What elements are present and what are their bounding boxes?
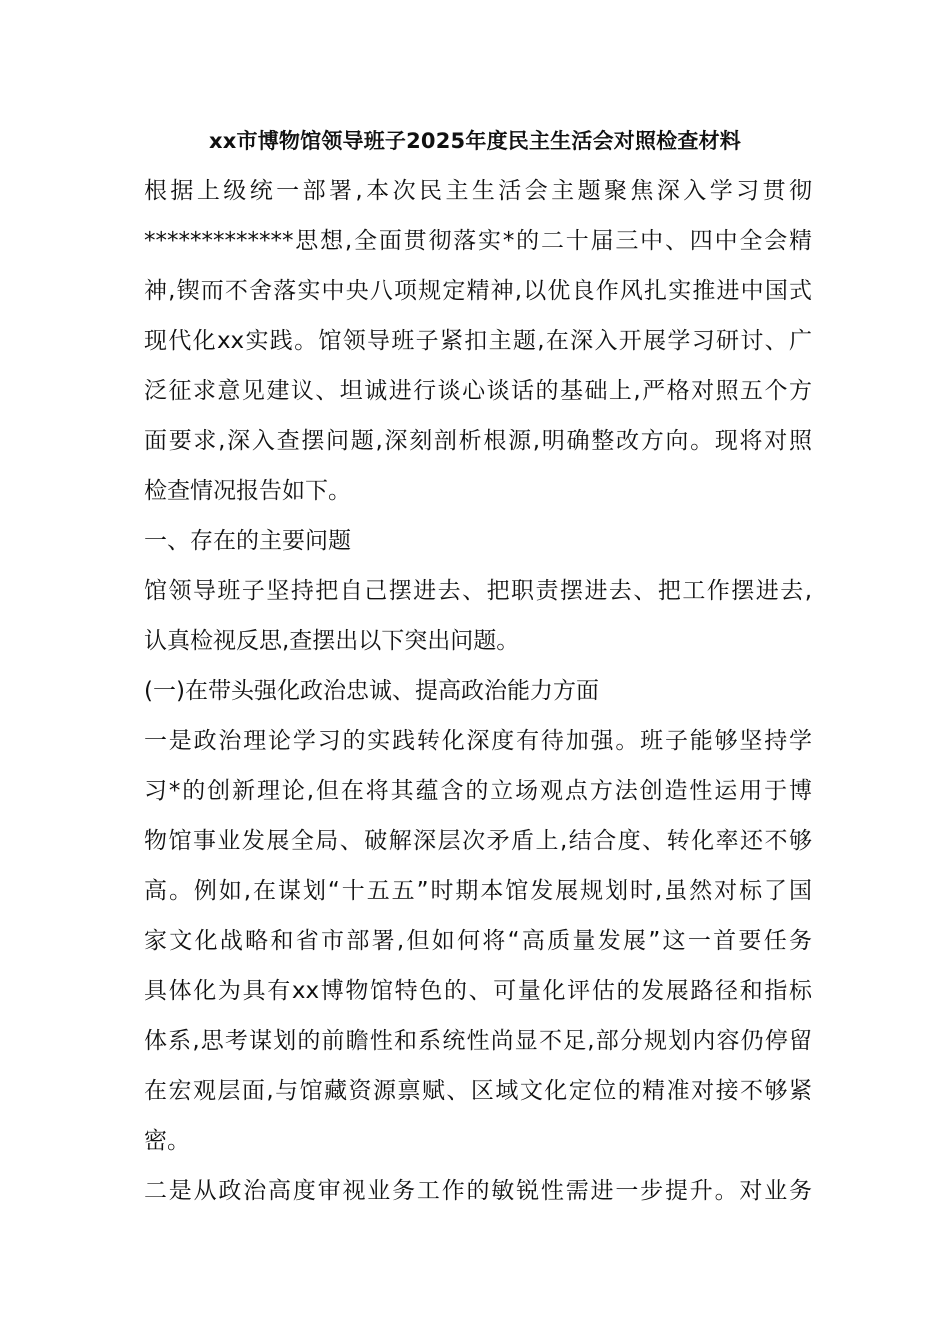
paragraph-line: 神,锲而不舍落实中央八项规定精神,以优良作风扎实推进中国式 <box>144 278 812 304</box>
paragraph-line: 在宏观层面,与馆藏资源禀赋、区域文化定位的精准对接不够紧 <box>144 1078 812 1104</box>
section-heading: 一、存在的主要问题 <box>144 528 351 554</box>
paragraph-line: 密。 <box>144 1128 190 1154</box>
paragraph-line: 具体化为具有xx博物馆特色的、可量化评估的发展路径和指标 <box>144 978 812 1004</box>
paragraph-line: 一是政治理论学习的实践转化深度有待加强。班子能够坚持学 <box>144 728 812 754</box>
subsection-heading: (一)在带头强化政治忠诚、提高政治能力方面 <box>144 678 599 704</box>
paragraph-line: 泛征求意见建议、坦诚进行谈心谈话的基础上,严格对照五个方 <box>144 378 812 404</box>
document-title: xx市博物馆领导班子2025年度民主生活会对照检查材料 <box>209 129 741 153</box>
paragraph-line: 现代化xx实践。馆领导班子紧扣主题,在深入开展学习研讨、广 <box>144 328 812 354</box>
paragraph-line: 家文化战略和省市部署,但如何将“高质量发展”这一首要任务 <box>144 928 812 954</box>
paragraph-line: 检查情况报告如下。 <box>144 478 351 504</box>
paragraph-line: 二是从政治高度审视业务工作的敏锐性需进一步提升。对业务 <box>144 1178 812 1204</box>
paragraph-line: 认真检视反思,查摆出以下突出问题。 <box>144 628 520 654</box>
paragraph-line: 物馆事业发展全局、破解深层次矛盾上,结合度、转化率还不够 <box>144 828 812 854</box>
paragraph-line: 体系,思考谋划的前瞻性和系统性尚显不足,部分规划内容仍停留 <box>144 1028 812 1054</box>
paragraph-line: 根据上级统一部署,本次民主生活会主题聚焦深入学习贯彻 <box>144 178 812 204</box>
paragraph-line: 高。例如,在谋划“十五五”时期本馆发展规划时,虽然对标了国 <box>144 878 812 904</box>
paragraph-line: *************思想,全面贯彻落实*的二十届三中、四中全会精 <box>144 228 812 254</box>
paragraph-line: 习*的创新理论,但在将其蕴含的立场观点方法创造性运用于博 <box>144 778 812 804</box>
paragraph-line: 馆领导班子坚持把自己摆进去、把职责摆进去、把工作摆进去, <box>144 578 812 604</box>
paragraph-line: 面要求,深入查摆问题,深刻剖析根源,明确整改方向。现将对照 <box>144 428 812 454</box>
